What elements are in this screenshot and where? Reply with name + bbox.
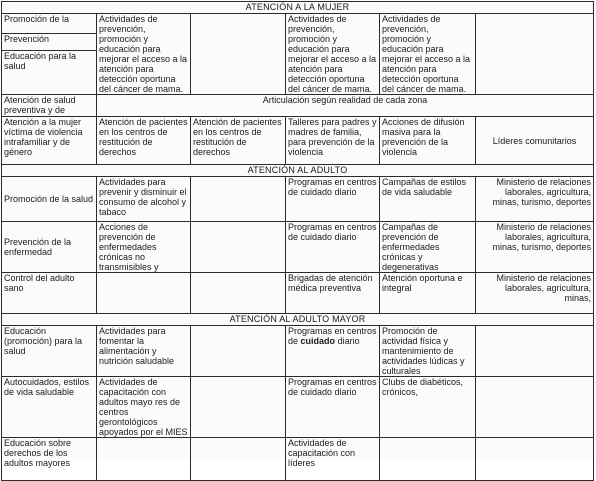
section-heading-adulto-mayor: ATENCIÓN AL ADULTO MAYOR	[2, 314, 594, 326]
table-cell: Actividades de prevención, promoción y educación para mejorar el acceso a la atención para detección oportuna del cáncer de mama.	[97, 14, 191, 95]
table-cell: Promoción de la salud	[2, 177, 97, 222]
table-cell: Educación sobre derechos de los adultos mayores	[2, 438, 97, 481]
table-row	[2, 14, 594, 34]
table-cell	[191, 438, 286, 481]
table-cell	[476, 326, 594, 377]
table-cell: Atención de pacientes en los centros de restitución de derechos	[191, 117, 286, 165]
table-cell: Atención oportuna e integral	[380, 273, 476, 314]
table-row	[2, 273, 594, 314]
section-heading-mujer: ATENCIÓN A LA MUJER	[2, 2, 594, 14]
table-cell: Acciones de prevención de enfermedades crónicas no transmisibles y	[97, 222, 191, 273]
cell-text: Programas en centros de	[288, 326, 377, 346]
table-cell: Actividades de capacitación con adultos mayo res de centros gerontológicos apoyados por el MIES	[97, 377, 191, 438]
table-cell: Educación para la salud	[2, 51, 97, 95]
table-cell: Ministerio de relaciones laborales, agricultura, minas, turismo, deportes	[476, 177, 594, 222]
table-cell: Acciones de difusión masiva para la prevención de la violencia	[380, 117, 476, 165]
table-cell: Campañas de estilos de vida saludable	[380, 177, 476, 222]
table-row	[2, 377, 594, 438]
table-cell	[97, 273, 191, 314]
table-cell: Brigadas de atención médica preventiva	[286, 273, 380, 314]
table-cell: Programas en centros de cuidado diario	[286, 377, 380, 438]
table-cell: Líderes comunitarios	[476, 117, 594, 165]
table-cell: Autocuidados, estilos de vida saludable	[2, 377, 97, 438]
table-cell: Actividades para fomentar la alimentación y nutrición saludable	[97, 326, 191, 377]
table-cell: Atención de salud preventiva y de	[2, 95, 97, 117]
table-cell	[191, 177, 286, 222]
section-header-row	[2, 165, 594, 177]
table-cell: Actividades de prevención, promoción y educación para mejorar el acceso a la atención para detección oportuna del cáncer de mama.	[286, 14, 380, 95]
table-cell: Ministerio de relaciones laborales, agricultura, minas,	[476, 273, 594, 314]
health-programs-table	[1, 1, 594, 481]
table-cell: Programas en centros de cuidado diario	[286, 177, 380, 222]
table-row	[2, 177, 594, 222]
table-cell	[191, 222, 286, 273]
table-cell	[191, 273, 286, 314]
table-cell	[286, 326, 380, 377]
table-row	[2, 222, 594, 273]
table-cell: Prevención de la enfermedad	[2, 222, 97, 273]
table-cell: Ministerio de relaciones laborales, agricultura, minas, turismo, deportes	[476, 222, 594, 273]
table-cell: Actividades de capacitación con líderes	[286, 438, 380, 481]
table-cell	[191, 326, 286, 377]
table-cell: Programas en centros de cuidado diario	[286, 222, 380, 273]
table-row	[2, 326, 594, 377]
table-row	[2, 117, 594, 165]
table-cell	[191, 14, 286, 95]
table-cell: Actividades para prevenir y disminuir el consumo de alcohol y tabaco	[97, 177, 191, 222]
section-header-row	[2, 2, 594, 14]
table-cell: Control del adulto sano	[2, 273, 97, 314]
table-row	[2, 95, 594, 117]
table-cell: Talleres para padres y madres de familia, para prevención de la violencia	[286, 117, 380, 165]
table-row	[2, 438, 594, 481]
section-header-row	[2, 314, 594, 326]
table-cell: Educación (promoción) para la salud	[2, 326, 97, 377]
table-cell: Atención a la mujer víctima de violencia intrafamiliar y de género	[2, 117, 97, 165]
table-cell	[476, 14, 594, 95]
table-cell: Campañas de prevención de enfermedades crónicas y degenerativas	[380, 222, 476, 273]
table-cell: Atención de pacientes en los centros de restitución de derechos	[97, 117, 191, 165]
table-cell	[476, 377, 594, 438]
table-cell: Prevención	[2, 34, 97, 51]
cell-text-bold: cuidado	[300, 336, 336, 346]
table-cell: Clubs de diabéticos, crónicos,	[380, 377, 476, 438]
table-cell	[97, 438, 191, 481]
table-cell	[380, 438, 476, 481]
table-cell: Actividades de prevención, promoción y educación para mejorar el acceso a la atención para detección oportuna del cáncer de mama.	[380, 14, 476, 95]
table-cell	[476, 438, 594, 481]
table-cell-articulation: Articulación según realidad de cada zona	[97, 95, 594, 117]
table-cell: Promoción de la	[2, 14, 97, 34]
table-cell	[191, 377, 286, 438]
table-cell: Promoción de actividad física y mantenimiento de actividades lúdicas y culturales	[380, 326, 476, 377]
section-heading-adulto: ATENCIÓN AL ADULTO	[2, 165, 594, 177]
cell-text: diario	[337, 336, 360, 346]
